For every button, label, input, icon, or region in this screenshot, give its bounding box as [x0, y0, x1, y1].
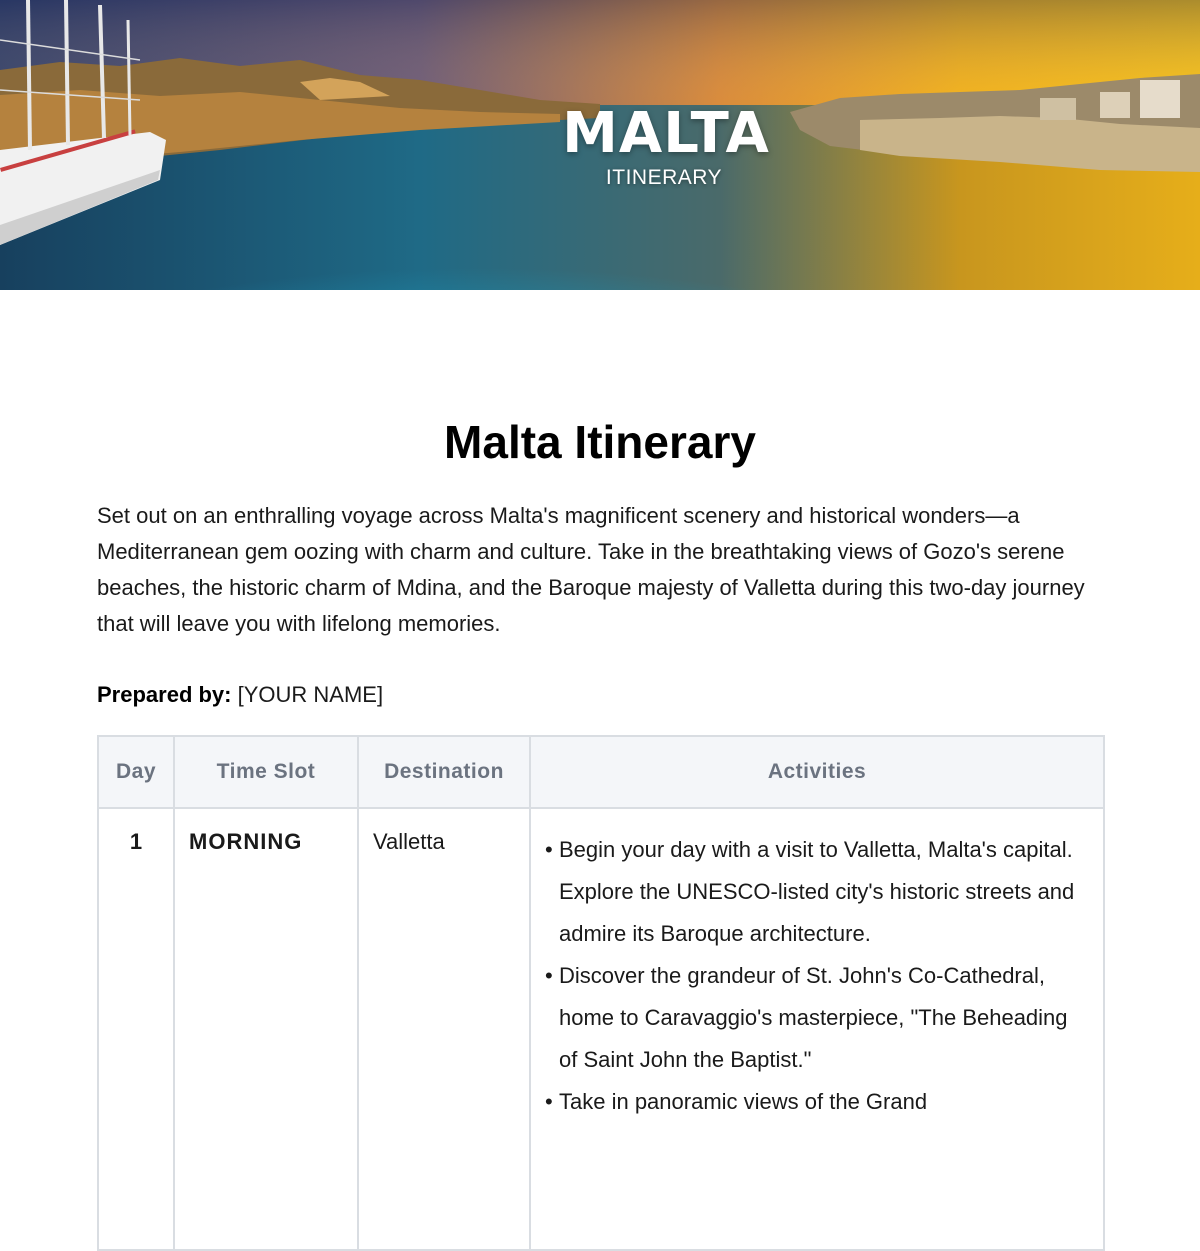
- cell-day: 1: [98, 808, 174, 1250]
- table-row: [98, 808, 1104, 1250]
- prepared-by-label: Prepared by:: [97, 682, 232, 707]
- hero-title: MALTA: [562, 101, 770, 166]
- header-activities: Activities: [530, 736, 1104, 808]
- table-header-row: [98, 736, 1104, 808]
- cell-time-slot: MORNING: [174, 808, 358, 1250]
- hero-subtitle: ITINERARY: [605, 166, 723, 189]
- list-item: • Begin your day with a visit to Valletta, Malta's capital. Explore the UNESCO-listed city's historic streets and admire its Baroque architecture.: [559, 829, 1089, 955]
- hero-banner: [0, 0, 1200, 290]
- intro-paragraph: Set out on an enthralling voyage across Malta's magnificent scenery and historical wonders—a Mediterranean gem oozing with charm and culture. Take in the breathtaking views of Gozo's serene beaches, the historic charm of Mdina, and the Baroque majesty of Valletta during this two-day journey that will leave you with lifelong memories.: [97, 503, 1085, 636]
- cell-activities: [530, 808, 1104, 1250]
- itinerary-table: [97, 735, 1105, 1251]
- activities-list: [545, 829, 1089, 1123]
- list-item: • Discover the grandeur of St. John's Co-Cathedral, home to Caravaggio's masterpiece, "The Beheading of Saint John the Baptist.": [559, 955, 1089, 1081]
- cell-destination: Valletta: [358, 808, 530, 1250]
- prepared-by: [97, 678, 383, 712]
- header-time-slot: Time Slot: [174, 736, 358, 808]
- header-day: Day: [98, 736, 174, 808]
- page-title: Malta Itinerary: [444, 416, 756, 468]
- list-item: • Take in panoramic views of the Grand: [559, 1081, 1089, 1123]
- prepared-by-value: [YOUR NAME]: [237, 682, 384, 707]
- header-destination: Destination: [358, 736, 530, 808]
